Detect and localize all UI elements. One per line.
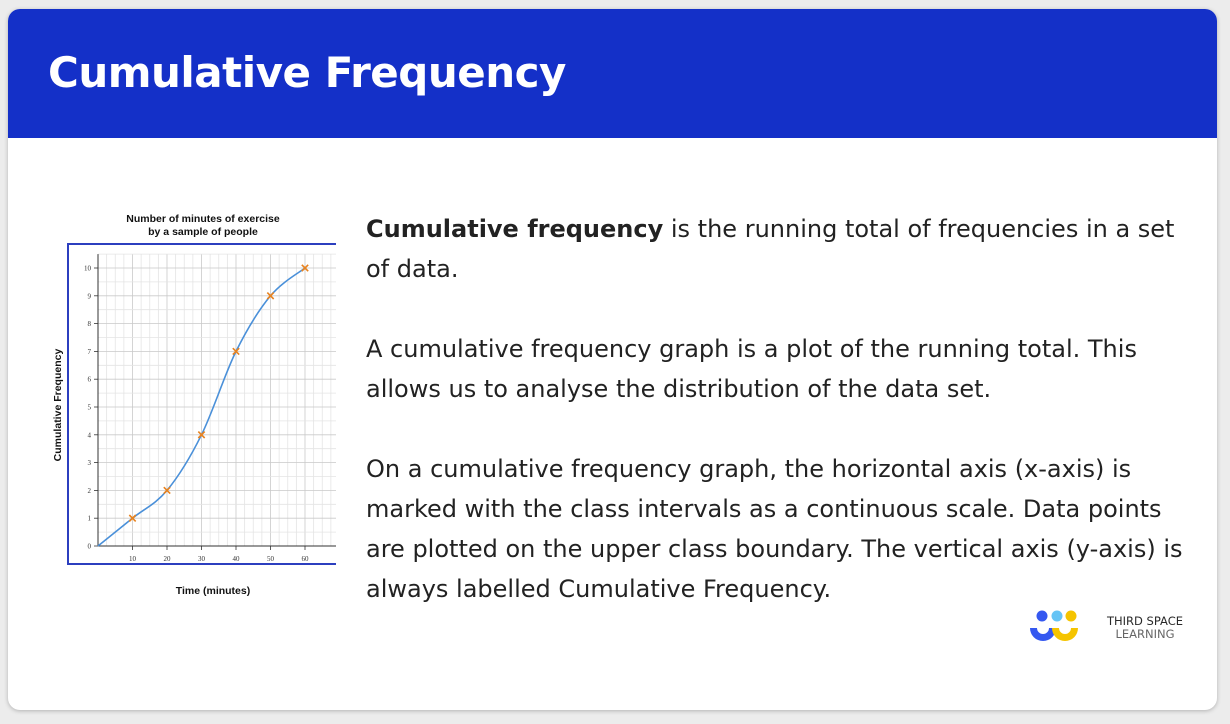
logo-mark-icon — [1024, 606, 1086, 650]
chart-frame — [68, 244, 336, 564]
y-tick-label: 2 — [87, 486, 91, 495]
paragraph-graph-purpose: A cumulative frequency graph is a plot of the running total. This allows us to analyse the distribution of the data set. — [366, 335, 1137, 403]
y-tick-label: 0 — [87, 542, 91, 551]
slide-card — [8, 9, 1217, 710]
x-tick-label: 20 — [163, 555, 171, 563]
x-tick-label: 10 — [129, 555, 136, 563]
y-tick-label: 8 — [87, 320, 91, 329]
y-tick-label: 3 — [87, 459, 91, 468]
page-title: Cumulative Frequency — [48, 48, 566, 97]
definition-text: is the running total of frequencies in a set of data. — [366, 215, 1175, 283]
y-tick-label: 6 — [87, 375, 91, 384]
y-tick-label: 5 — [87, 403, 91, 412]
term-cumulative-frequency: Cumulative frequency — [366, 215, 664, 243]
chart-title-line-2: by a sample of people — [148, 226, 258, 238]
paragraph-definition — [366, 209, 1186, 289]
logo-line-1: THIRD SPACE — [1106, 614, 1184, 628]
header-bar — [8, 9, 1217, 138]
x-tick-label: 50 — [267, 555, 274, 563]
chart-title-line-1: Number of minutes of exercise — [126, 213, 280, 225]
x-tick-label: 40 — [232, 555, 240, 563]
cumulative-frequency-chart — [36, 205, 336, 605]
third-space-learning-logo — [1024, 606, 1194, 650]
paragraph-axes-description: On a cumulative frequency graph, the horizontal axis (x-axis) is marked with the class intervals as a continuous scale. Data points are plotted on the upper class boundary. The vertical axis (y-axis) is always labelled Cumulative Frequency. — [366, 455, 1183, 603]
y-tick-label: 1 — [87, 514, 91, 523]
y-tick-label: 9 — [87, 292, 91, 301]
x-tick-label: 30 — [198, 555, 205, 563]
chart-y-axis-label: Cumulative Frequency — [52, 348, 64, 462]
y-tick-label: 7 — [87, 347, 91, 356]
logo-text — [1090, 615, 1200, 641]
y-tick-label: 10 — [84, 264, 91, 273]
explanation-text — [366, 209, 1186, 649]
logo-line-2: LEARNING — [1115, 627, 1175, 641]
chart-x-axis-label: Time (minutes) — [175, 585, 251, 597]
x-tick-label: 60 — [301, 555, 309, 563]
y-tick-label: 4 — [87, 431, 91, 440]
